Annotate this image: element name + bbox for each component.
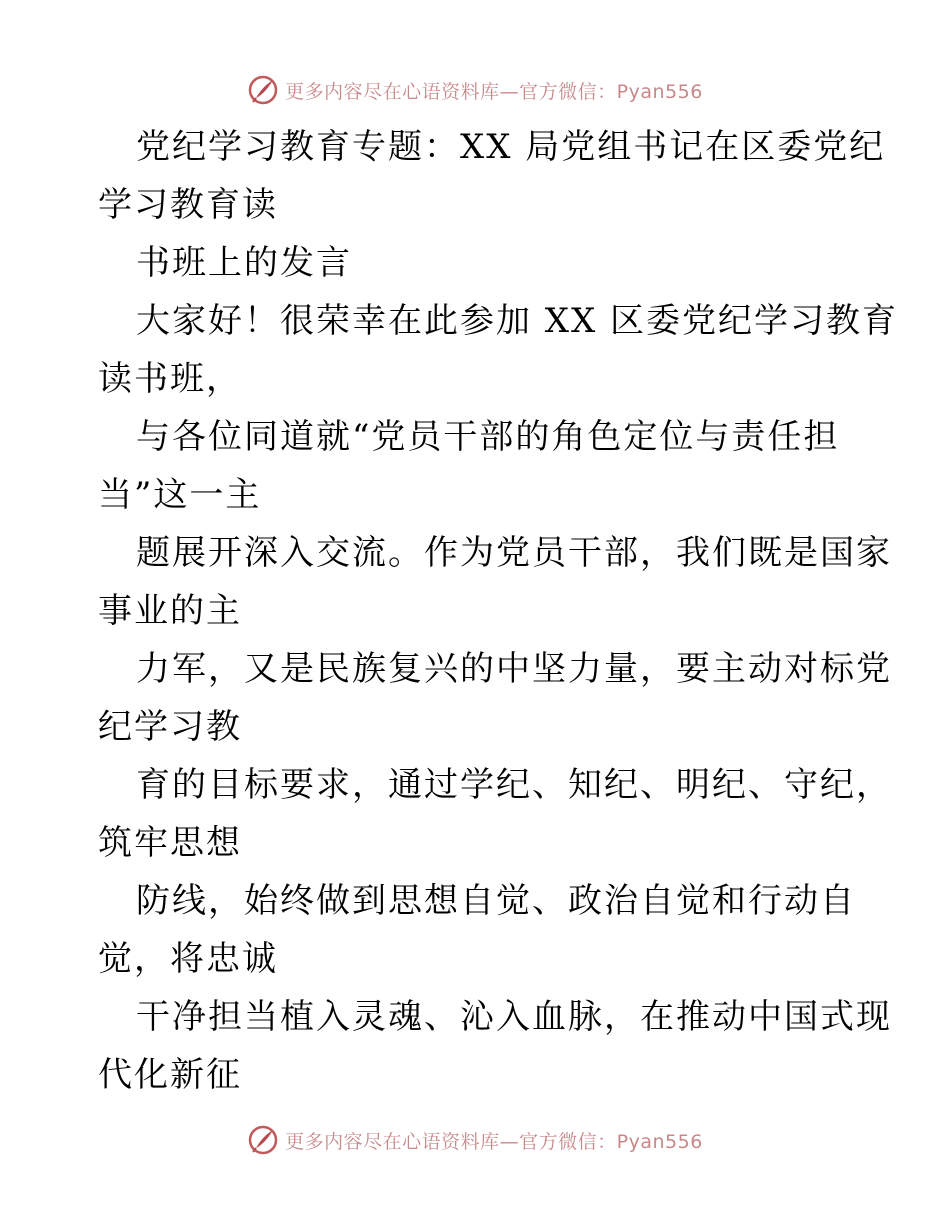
doc-line: 干净担当植入灵魂、沁入血脉，在推动中国式现 (136, 997, 892, 1037)
doc-line: 书班上的发言 (136, 243, 352, 283)
doc-line: 当”这一主 (98, 475, 262, 515)
footer-watermark (0, 1120, 950, 1160)
feather-quill-icon (247, 74, 279, 106)
watermark-text: 更多内容尽在心语资料库—官方微信：Pyan556 (285, 1130, 703, 1153)
doc-line: 大家好！很荣幸在此参加 XX 区委党纪学习教育 (136, 301, 899, 341)
doc-line: 事业的主 (98, 591, 242, 631)
document-body (98, 118, 899, 1104)
doc-line: 代化新征 (98, 1055, 242, 1095)
doc-line: 读书班， (98, 359, 242, 399)
doc-line: 学习教育读 (98, 185, 278, 225)
watermark-text: 更多内容尽在心语资料库—官方微信：Pyan556 (285, 80, 703, 103)
doc-line: 与各位同道就“党员干部的角色定位与责任担 (136, 417, 840, 457)
doc-line: 防线，始终做到思想自觉、政治自觉和行动自 (136, 881, 856, 921)
doc-line: 力军，又是民族复兴的中坚力量，要主动对标党 (136, 649, 892, 689)
doc-line: 党纪学习教育专题：XX 局党组书记在区委党纪 (136, 127, 886, 167)
doc-line: 筑牢思想 (98, 823, 242, 863)
doc-line: 纪学习教 (98, 707, 242, 747)
doc-line: 题展开深入交流。作为党员干部，我们既是国家 (136, 533, 892, 573)
doc-line: 觉，将忠诚 (98, 939, 278, 979)
header-watermark (0, 70, 950, 110)
feather-quill-icon (247, 1124, 279, 1156)
doc-line: 育的目标要求，通过学纪、知纪、明纪、守纪， (136, 765, 892, 805)
